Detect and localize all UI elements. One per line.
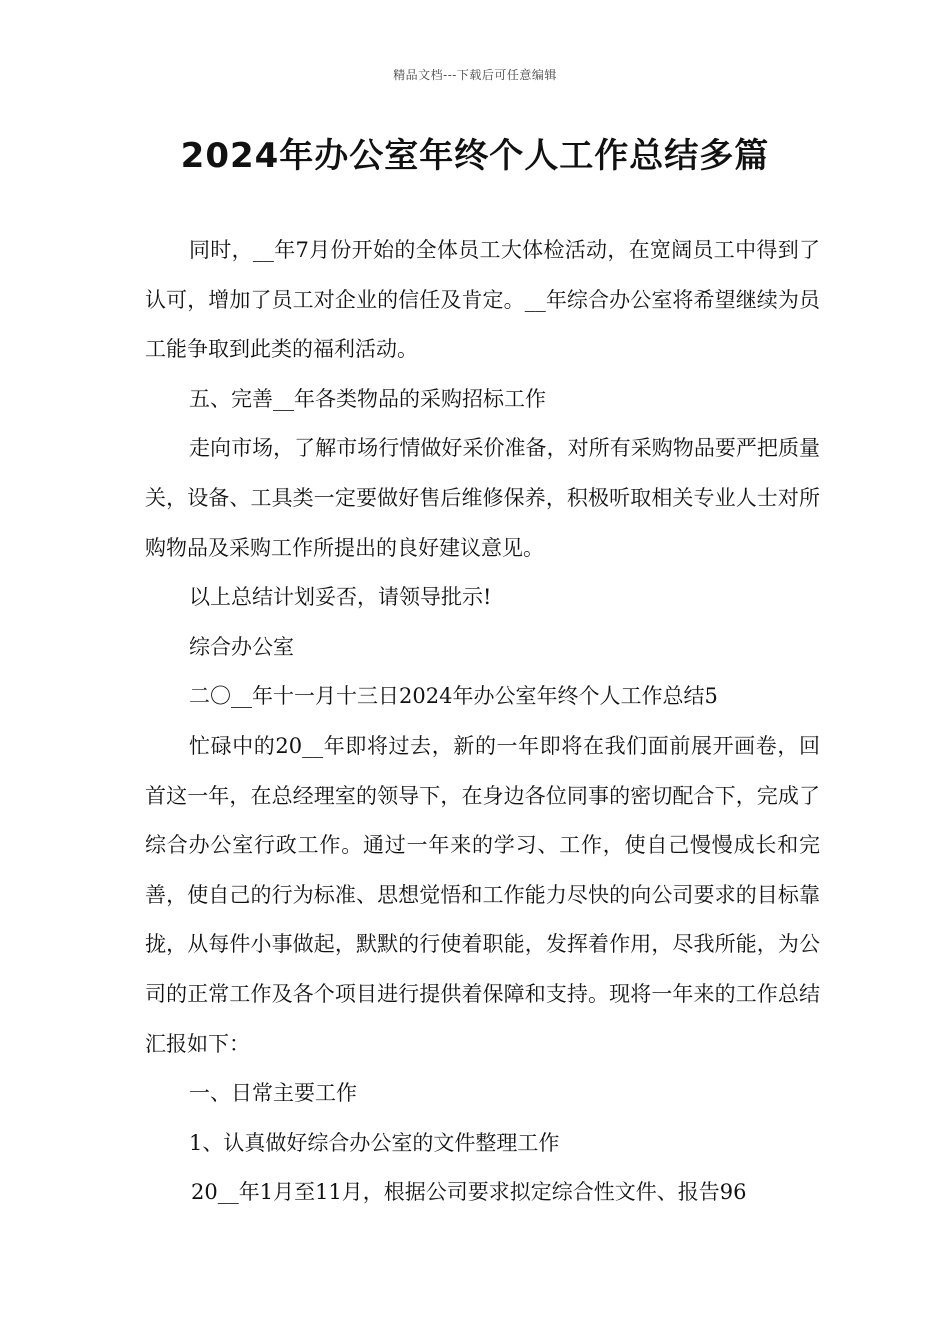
date-line: 二〇__年十一月十三日2024年办公室年终个人工作总结5 — [189, 684, 718, 709]
paragraph: 以上总结计划妥否，请领导批示! — [189, 585, 492, 610]
document-title: 2024年办公室年终个人工作总结多篇 — [180, 136, 770, 176]
header-note: 精品文档---下载后可任意编辑 — [393, 68, 557, 82]
subsection-heading: 1、认真做好综合办公室的文件整理工作 — [189, 1130, 560, 1155]
paragraph: 20__年1月至11月，根据公司要求拟定综合性文件、报告96 — [191, 1180, 747, 1205]
signature-department: 综合办公室 — [189, 634, 294, 659]
paragraph: 忙碌中的20__年即将过去，新的一年即将在我们面前展开画卷，回首这一年，在总经理室的领导下，在身边各位同事的密切配合下，完成了综合办公室行政工作。通过一年来的学习、工作，使自己慢慢成长和完善，使自己的行为标准、思想觉悟和工作能力尽快的向公司要求的目标靠拢，从每件小事做起，默默的行使着职能，发挥着作用，尽我所能，为公司的正常工作及各个项目进行提供着保障和支持。现将一年来的工作总结汇报如下： — [145, 733, 820, 1056]
document-body — [145, 226, 820, 1218]
section-heading: 一、日常主要工作 — [189, 1081, 357, 1106]
section-heading: 五、完善__年各类物品的采购招标工作 — [189, 386, 546, 411]
paragraph: 走向市场，了解市场行情做好采价准备，对所有采购物品要严把质量关，设备、工具类一定要做好售后维修保养，积极听取相关专业人士对所购物品及采购工作所提出的良好建议意见。 — [145, 436, 820, 560]
paragraph: 同时，__年7月份开始的全体员工大体检活动，在宽阔员工中得到了认可，增加了员工对企业的信任及肯定。__年综合办公室将希望继续为员工能争取到此类的福利活动。 — [145, 238, 820, 362]
